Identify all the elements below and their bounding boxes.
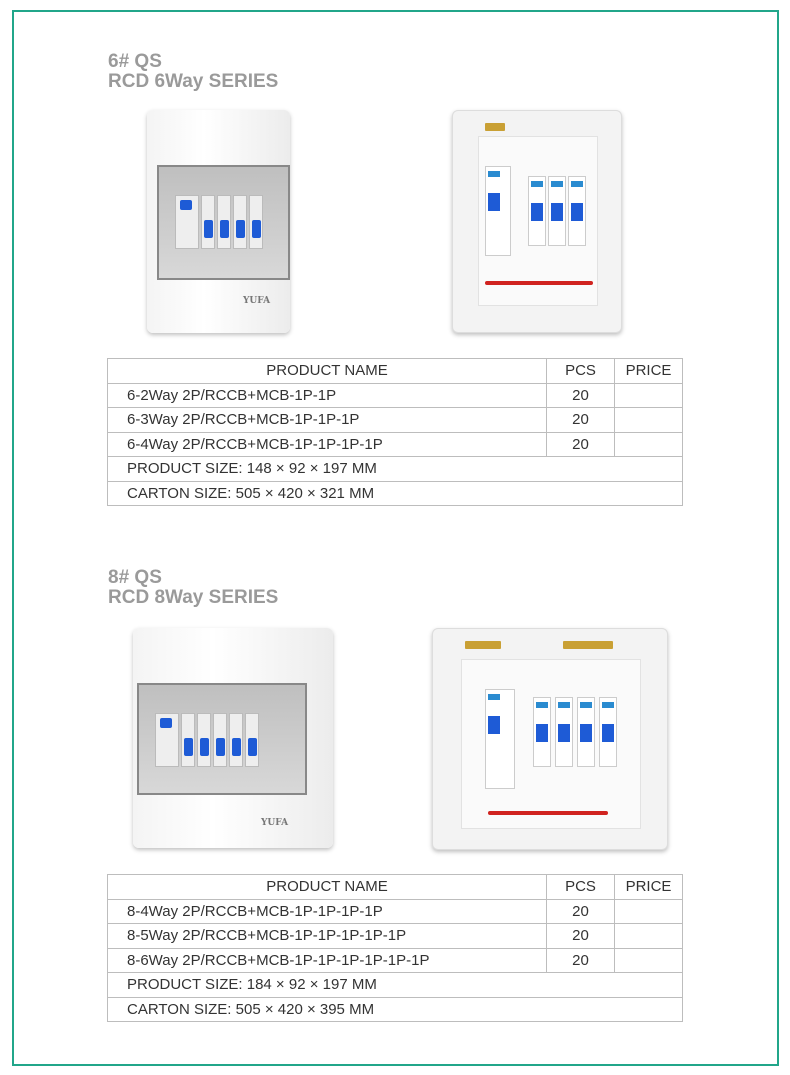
enclosure-front-photo: [147, 110, 290, 333]
header-pcs: PCS: [547, 875, 615, 900]
table-row: [108, 924, 683, 949]
pcs: 20: [547, 948, 615, 973]
carton-size: CARTON SIZE: 505 × 420 × 395 MM: [108, 997, 683, 1022]
price: [615, 432, 683, 457]
product-table-1: [107, 358, 683, 506]
price: [615, 383, 683, 408]
price: [615, 924, 683, 949]
header-price: PRICE: [615, 875, 683, 900]
series-name: RCD 6Way SERIES: [108, 71, 279, 92]
carton-size: CARTON SIZE: 505 × 420 × 321 MM: [108, 481, 683, 506]
product-name: 8-6Way 2P/RCCB+MCB-1P-1P-1P-1P-1P-1P: [108, 948, 547, 973]
pcs: 20: [547, 899, 615, 924]
price: [615, 948, 683, 973]
table-row: [108, 432, 683, 457]
enclosure-inside-photo: [452, 110, 622, 333]
price: [615, 408, 683, 433]
pcs: 20: [547, 408, 615, 433]
enclosure-front-photo: [133, 628, 333, 848]
brand-logo: YUFA: [243, 296, 271, 306]
header-pcs: PCS: [547, 359, 615, 384]
header-product-name: PRODUCT NAME: [108, 875, 547, 900]
brand-logo: YUFA: [261, 818, 289, 828]
pcs: 20: [547, 383, 615, 408]
pcs: 20: [547, 924, 615, 949]
product-name: 8-5Way 2P/RCCB+MCB-1P-1P-1P-1P-1P: [108, 924, 547, 949]
table-row: [108, 899, 683, 924]
breaker-rail: [175, 195, 263, 249]
section-2-title: [108, 568, 278, 608]
price: [615, 899, 683, 924]
header-product-name: PRODUCT NAME: [108, 359, 547, 384]
table-row: [108, 383, 683, 408]
table-row: [108, 948, 683, 973]
pcs: 20: [547, 432, 615, 457]
section-1-title: [108, 52, 278, 92]
product-size: PRODUCT SIZE: 148 × 92 × 197 MM: [108, 457, 683, 482]
enclosure-inside-photo: [432, 628, 668, 850]
header-price: PRICE: [615, 359, 683, 384]
product-table-2: [107, 874, 683, 1022]
product-name: 6-3Way 2P/RCCB+MCB-1P-1P-1P: [108, 408, 547, 433]
product-name: 8-4Way 2P/RCCB+MCB-1P-1P-1P-1P: [108, 899, 547, 924]
product-name: 6-2Way 2P/RCCB+MCB-1P-1P: [108, 383, 547, 408]
product-name: 6-4Way 2P/RCCB+MCB-1P-1P-1P-1P: [108, 432, 547, 457]
model-code: 8# QS: [108, 567, 162, 588]
table-row: [108, 408, 683, 433]
series-name: RCD 8Way SERIES: [108, 587, 279, 608]
model-code: 6# QS: [108, 51, 162, 72]
product-size: PRODUCT SIZE: 184 × 92 × 197 MM: [108, 973, 683, 998]
breaker-rail: [155, 713, 259, 767]
